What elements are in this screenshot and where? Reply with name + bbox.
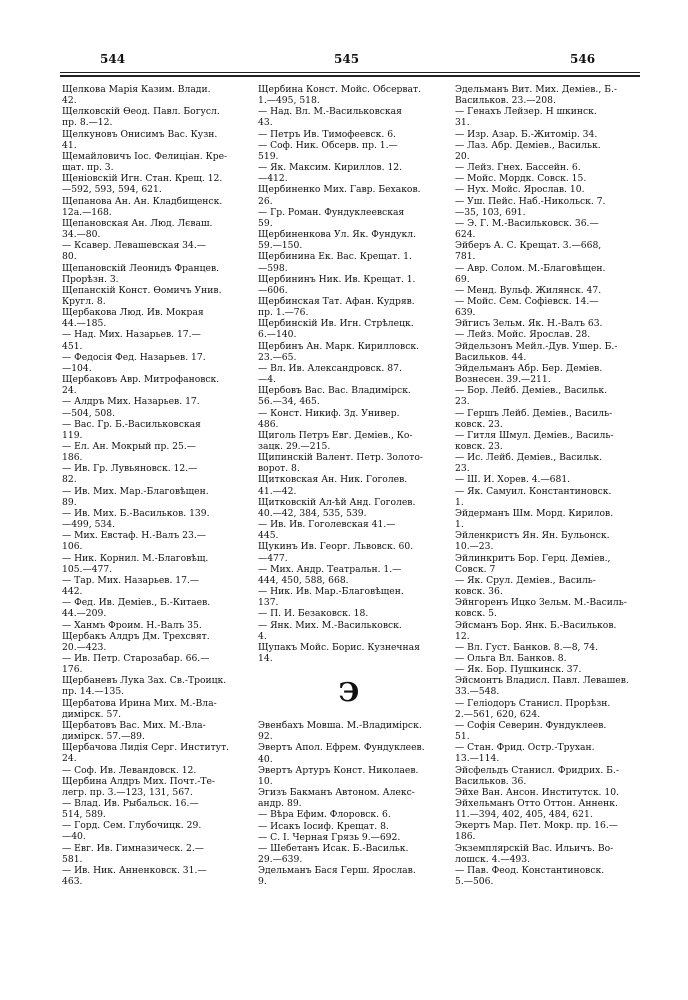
- entry: — Мих. Андр. Театральн. 1.— 444, 450, 588, 668.: [258, 563, 402, 586]
- entry: Щеніовскій Игн. Стан. Крещ. 12. —592, 593, 594, 621.: [62, 173, 223, 196]
- entry: — Як. Самуил. Константиновск. 1.: [455, 485, 612, 508]
- entry: — Вас. Гр. Б.-Васильковская 119.: [62, 418, 201, 441]
- entry: — Як. Срул. Деміев., Василь- ковск. 36.: [455, 574, 596, 598]
- entry: Экземплярскій Вас. Ильичъ. Во- лошск. 4.—493.: [455, 842, 614, 865]
- entry: — Вл. Ив. Александровск. 87. —4.: [258, 362, 402, 386]
- entry: — Петръ Ив. Тимофеевск. 6.: [258, 128, 396, 140]
- entry: — Геліодоръ Станисл. Прорѣзн. 2.—561, 620, 624.: [455, 697, 611, 720]
- column-right: [455, 84, 637, 887]
- entry: — Генахъ Лейзер. Н шкинск. 31.: [455, 106, 597, 129]
- entry: Щербакова Люд. Ив. Мокрая 44.—185.: [62, 307, 204, 330]
- entry: — Исакъ Іосиф. Крещат. 8.: [258, 820, 389, 832]
- entry: Щербакъ Алдръ Дм. Трехсвят. 20.—423.: [62, 630, 210, 653]
- header-rule-bottom: [60, 75, 640, 77]
- entry: Щербиненко Мих. Гавр. Бехаков. 26.: [258, 184, 421, 207]
- entry: Эйленкристъ Ян. Ян. Бульонск. 10.—23.: [455, 530, 610, 553]
- page-number-middle: 545: [334, 52, 360, 66]
- entry: Эйлинкритъ Бор. Герц. Деміев., Совск. 7: [455, 552, 611, 575]
- entry: — Ив. Ник. Анненковск. 31.— 463.: [62, 864, 207, 888]
- entry: — Авр. Солом. М.-Благовѣщен. 69.: [455, 262, 606, 285]
- column-left: [62, 84, 244, 887]
- entry: — Ив. Гр. Лувьяновск. 12.— 82.: [62, 463, 198, 486]
- entry: — Лаз. Абр. Деміев., Васильк. 20.: [455, 139, 601, 162]
- entry: — Ив. Петр. Старозабар. 66.— 176.: [62, 652, 210, 676]
- entry: Эйсмонтъ Владисл. Павл. Левашев. 33.—548.: [455, 675, 629, 698]
- entry: Эйсманъ Бор. Янк. Б.-Васильков. 12.: [455, 619, 617, 642]
- page-number-right: 546: [570, 52, 596, 66]
- entry: Эйсфельдъ Станисл. Фридрих. Б.- Васильков. 36.: [455, 764, 619, 787]
- entry: — Уш. Пейс. Наб.-Никольск. 7. —35, 103, 691.: [455, 195, 606, 218]
- section-entries: [258, 720, 440, 887]
- entry: — Мойс. Мордк. Совск. 15.: [455, 173, 587, 185]
- entry: Эйдерманъ Шм. Морд. Кирилов. 1.: [455, 507, 614, 531]
- entry: Щербининъ Ник. Ив. Крещат. 1. —606.: [258, 273, 416, 296]
- entry: — Стан. Фрид. Остр.-Трухан. 13.—114.: [455, 742, 595, 765]
- entry: Эвертъ Апол. Ефрем. Фундуклеев. 40.: [258, 742, 425, 765]
- entry: — Бор. Лейб. Деміев., Васильк. 23.: [455, 385, 608, 408]
- entry: — Мих. Евстаф. Н.-Валъ 23.— 106.: [62, 530, 206, 553]
- entry: — Гершъ Лейб. Деміев., Василь- ковск. 23.: [455, 407, 613, 430]
- entry: Щелкуновъ Онисимъ Вас. Кузн. 41.: [62, 128, 218, 151]
- entry: — Ел. Ан. Мокрый пр. 25.— 186.: [62, 441, 196, 464]
- entry: Щербачова Лидія Серг. Институт. 24.: [62, 742, 230, 765]
- entry: — Ив. Мих. Б.-Васильков. 139. —499, 534.: [62, 507, 210, 531]
- entry: — П. И. Безаковск. 18.: [258, 608, 369, 620]
- entry: — Софія Северин. Фундуклеев. 51.: [455, 719, 607, 743]
- entry: Эйхе Ван. Ансон. Институтск. 10.: [455, 786, 620, 798]
- entry: — Евг. Ив. Гимназическ. 2.— 581.: [62, 842, 204, 865]
- column-middle: [258, 84, 440, 887]
- entry: — Вл. Густ. Банков. 8.—8, 74.: [455, 641, 598, 653]
- entry: Щербатова Ирина Мих. М.-Вла- димірск. 57.: [62, 697, 217, 720]
- entry: — Як. Бор. Пушкинск. 37.: [455, 664, 582, 676]
- entry: — Ольга Вл. Банков. 8.: [455, 652, 567, 664]
- entry: Щербатовъ Вас. Мих. М.-Вла- димірск. 57.—89.: [62, 719, 206, 743]
- entry: — Нух. Мойс. Ярослав. 10.: [455, 184, 585, 196]
- entry: — Над. Вл. М.-Васильковская 43.: [258, 106, 402, 129]
- entry: — Як. Максим. Кириллов. 12. —412.: [258, 162, 403, 185]
- entry: — Вѣра Ефим. Флоровск. 6.: [258, 809, 391, 821]
- header-rule-top: [60, 72, 640, 73]
- entry: — Фед. Ив. Деміев., Б.-Китаев. 44.—209.: [62, 597, 211, 620]
- entry: — Менд. Вульф. Жилянск. 47.: [455, 284, 602, 296]
- entry: — Ксавер. Левашевская 34.— 80.: [62, 240, 206, 263]
- entry: — Ив. Мих. Мар.-Благовѣщен. 89.: [62, 485, 209, 508]
- entry: Эйгисъ Зельм. Як. Н.-Валъ 63.: [455, 318, 603, 330]
- entry: Щупакъ Мойс. Борис. Кузнечная 14.: [258, 641, 420, 664]
- entry: — Алдръ Мих. Назарьев. 17. —504, 508.: [62, 396, 200, 419]
- entry: — Гитля Шмул. Деміев., Василь- ковск. 23.: [455, 429, 614, 452]
- entry: Щитковскій Ал-ѣй Анд. Гоголев. 40.—42, 384, 535, 539.: [258, 496, 416, 519]
- entry: — Соф. Ник. Обсерв. пр. 1.— 519.: [258, 139, 398, 162]
- entry: Щелковскій Ѳеод. Павл. Богусл. пр. 8.—12.: [62, 106, 220, 129]
- entry: Щелкова Марія Казим. Влади. 42.: [62, 84, 211, 107]
- entry: Щепанскій Конст. Ѳомичъ Унив. Кругл. 8.: [62, 284, 222, 307]
- entry: Экертъ Мар. Пет. Мокр. пр. 16.— 186.: [455, 820, 618, 843]
- entry: Щемайловичъ Іос. Фелиціан. Кре- щат. пр. 3.: [62, 150, 228, 174]
- entry: Эйберъ А. С. Крещат. 3.—668, 781.: [455, 240, 602, 263]
- column-middle-entries: [258, 84, 440, 664]
- entry: — Ханмъ Фроим. Н.-Валъ 35.: [62, 619, 202, 631]
- entry: Щербовъ Вас. Вас. Владимірск. 56.—34, 465.: [258, 385, 411, 408]
- entry: — Ив. Ив. Гоголевская 41.— 445.: [258, 519, 396, 542]
- entry: — Янк. Мих. М.-Васильковск. 4.: [258, 619, 402, 642]
- entry: Щиголь Петръ Евг. Деміев., Ко- зацк. 29.—215.: [258, 429, 413, 452]
- entry: Щепановская Ан. Люд. Лєваш. 34.—80.: [62, 217, 213, 241]
- entry: — Мойс. Сем. Софіевск. 14.— 639.: [455, 295, 599, 319]
- entry: — Ник. Ив. Мар.-Благовѣщен. 137.: [258, 586, 404, 609]
- entry: Щербина Конст. Мойс. Обсерват. 1.—495, 518.: [258, 84, 422, 107]
- entry: Эдельманъ Бася Герш. Ярослав. 9.: [258, 865, 416, 888]
- entry: Щербинскій Ив. Игн. Стрѣлецк. 6.—140.: [258, 318, 414, 341]
- page-number-left: 544: [100, 52, 126, 66]
- entry: — Лейз. Гнех. Бассейн. 6.: [455, 162, 581, 174]
- entry: Эйхельманъ Отто Оттон. Анненк. 11.—394, 402, 405, 484, 621.: [455, 798, 618, 821]
- entry: Щербинская Тат. Афан. Кудряв. пр. 1.—76.: [258, 295, 415, 319]
- entry: Эгизъ Бакманъ Автоном. Алекс- андр. 89.: [258, 787, 415, 810]
- entry: Эйнгоренъ Ицко Зельм. М.-Василь- ковск. 5.: [455, 597, 627, 620]
- entry: — Пав. Феод. Константиновск. 5.—506.: [455, 864, 605, 888]
- entry: — С. І. Черная Грязь 9.—692.: [258, 831, 401, 843]
- entry: Щербина Алдръ Мих. Почт.-Те- легр. пр. 3.—123, 131, 567.: [62, 775, 216, 798]
- entry: — Ис. Лейб. Деміев., Васильк. 23.: [455, 452, 603, 475]
- entry: — Гр. Роман. Фундуклеевская 59.: [258, 206, 405, 229]
- entry: Щербаневъ Лука Зах. Св.-Троицк. пр. 14.—135.: [62, 675, 227, 698]
- entry: Щепановскій Леонидъ Францев. Прорѣзн. 3.: [62, 262, 220, 285]
- entry: — Федосія Фед. Назарьев. 17. —104.: [62, 351, 206, 374]
- entry: — Соф. Ив. Левандовск. 12.: [62, 764, 197, 776]
- entry: Щитковская Ан. Ник. Гоголев. 41.—42.: [258, 474, 408, 497]
- entry: Эвенбахъ Мовша. М.-Владимірск. 92.: [258, 720, 422, 743]
- entry: Эдельманъ Вит. Мих. Деміев., Б.- Васильков. 23.—208.: [455, 84, 617, 107]
- entry: Щербиненкова Ул. Як. Фундукл. 59.—150.: [258, 229, 417, 252]
- entry: — Изр. Азар. Б.-Житомір. 34.: [455, 128, 598, 140]
- entry: — Конст. Никиф. Зд. Универ. 486.: [258, 407, 400, 430]
- entry: Эвертъ Артуръ Конст. Николаев. 10.: [258, 764, 419, 787]
- entry: Щербаковъ Авр. Митрофановск. 24.: [62, 374, 220, 397]
- entry: — Шебетанъ Исак. Б.-Васильк. 29.—639.: [258, 842, 409, 865]
- entry: — Над. Мих. Назарьев. 17.— 451.: [62, 329, 201, 352]
- entry: Щепанова Ан. Ан. Кладбищенск. 12а.—168.: [62, 195, 223, 218]
- entry: — Лейз. Мойс. Ярослав. 28.: [455, 329, 591, 341]
- entry: Щукинъ Ив. Георг. Львовск. 60. —477.: [258, 541, 414, 564]
- section-letter: Э: [338, 678, 360, 709]
- entry: — Ш. И. Хорев. 4.—681.: [455, 474, 571, 486]
- entry: — Ник. Корнил. М.-Благовѣщ. 105.—477.: [62, 552, 209, 575]
- entry: Эйдельзонъ Мейл.-Дув. Ушер. Б.- Васильков. 44.: [455, 340, 618, 363]
- entry: Эйдельманъ Абр. Бер. Деміев. Вознесен. 39.—211.: [455, 362, 603, 386]
- entry: — Горд. Сем. Глубочицк. 29. —40.: [62, 820, 202, 843]
- entry: Щербинина Ек. Вас. Крещат. 1. —598.: [258, 251, 412, 274]
- entry: Щербинъ Ан. Марк. Кирилловск. 23.—65.: [258, 340, 420, 363]
- entry: — Влад. Ив. Рыбальск. 16.— 514, 589.: [62, 798, 199, 821]
- entry: — Тар. Мих. Назарьев. 17.— 442.: [62, 574, 200, 598]
- entry: Щипинскій Валент. Петр. Золото- ворот. 8.: [258, 452, 423, 475]
- entry: — Э. Г. М.-Васильковск. 36.— 624.: [455, 217, 599, 241]
